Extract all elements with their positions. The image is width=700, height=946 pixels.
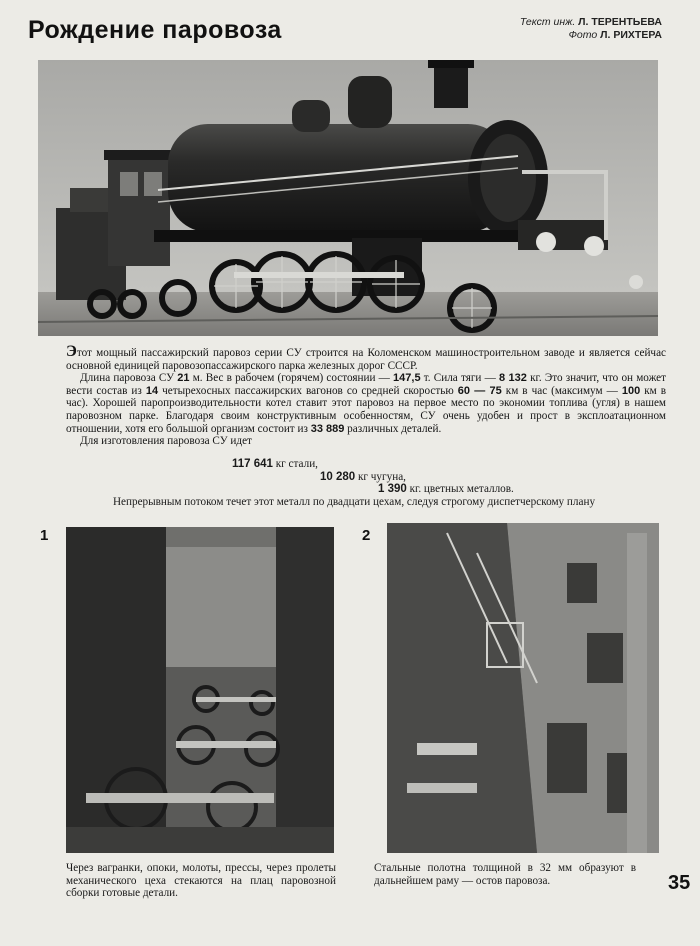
photo-credit (520, 29, 662, 42)
p2-text-c: т. Сила тяги — (423, 372, 496, 385)
metal-amount: 117 641 (232, 458, 273, 470)
paragraph-1-text: тот мощный пассажирский паровоз серии СУ строится на Коломенском машиностроительном заводе и является сейчас основной единицей паровозопассажирского парка железных дорог СССР. (66, 347, 666, 372)
article-body (66, 343, 667, 448)
p2-text-d: кг. Это значит, что он может вести состав из (66, 372, 667, 397)
figure-2-number: 2 (362, 527, 371, 544)
metal-iron (232, 471, 492, 484)
p2-length: 21 (177, 372, 190, 385)
credits (520, 16, 662, 42)
article-title: Рождение паровоза (28, 16, 282, 44)
text-credit (520, 16, 662, 29)
figure-1-photo (66, 527, 334, 853)
text-credit-name: Л. ТЕРЕНТЬЕВА (578, 16, 662, 28)
figure-1-caption: Через вагранки, опоки, молоты, прессы, через пролеты механического цеха стекаются на плац паровозной сборки готовые детали. (66, 862, 336, 900)
photo-credit-name: Л. РИХТЕРА (600, 29, 662, 41)
p2-weight: 147,5 (393, 372, 421, 385)
frame-plates-illustration (387, 523, 659, 853)
workshop-wheelsets-illustration (66, 527, 334, 853)
flow-line: Непрерывным потоком течет этот металл по двадцати цехам, следуя строгому диспетчерскому плану (112, 496, 596, 508)
figure-1-number: 1 (40, 527, 49, 544)
p2-text-h: различных деталей. (347, 422, 442, 435)
metal-unit: кг. цветных металлов. (409, 483, 514, 495)
paragraph-2 (66, 372, 666, 435)
metal-amount: 1 390 (378, 483, 407, 495)
locomotive-illustration (38, 60, 658, 336)
p2-text-e: четырехосных пассажирских вагонов со средней скоростью (162, 384, 454, 397)
drop-cap: Э (66, 343, 77, 360)
page-number: 35 (668, 872, 691, 894)
p2-traction: 8 132 (498, 372, 527, 385)
metal-unit: кг чугуна, (357, 470, 406, 483)
figure-2-photo (387, 523, 659, 853)
p2-text-b: м. Вес в рабочем (горячем) состоянии — (192, 372, 390, 385)
p2-text-f: км в час (максимум — (505, 384, 618, 397)
metal-unit: кг стали, (275, 458, 318, 470)
locomotive-photo (38, 60, 658, 336)
p2-text-a: Длина паровоза СУ (80, 372, 175, 385)
metal-amount: 10 280 (320, 470, 356, 483)
p2-cars: 14 (145, 384, 159, 397)
metal-nonferrous (232, 483, 514, 496)
p2-text-g: км в час). Хорошей паропроизводительности котел ставит этот паровоз на первое место по экономии топлива (угля) в нашем паровозном парке. Благодаря своим конструктивным особенностям, СУ очень удобен и прост в эксплоатационном отношении, хотя его большой организм состоит из (66, 384, 667, 435)
paragraph-1 (66, 343, 666, 372)
p2-speed: 60 — 75 (457, 384, 502, 397)
text-credit-label: Текст инж. (519, 16, 576, 28)
p2-parts: 33 889 (310, 422, 345, 435)
paragraph-3: Для изготовления паровоза СУ идет (80, 435, 252, 448)
photo-credit-label: Фото (568, 29, 598, 41)
metal-steel (232, 458, 492, 471)
metals-list (232, 458, 514, 496)
figure-2-caption: Стальные полотна толщиной в 32 мм образуют в дальнейшем раму — остов паровоза. (374, 862, 636, 887)
p2-max-speed: 100 (621, 384, 641, 397)
